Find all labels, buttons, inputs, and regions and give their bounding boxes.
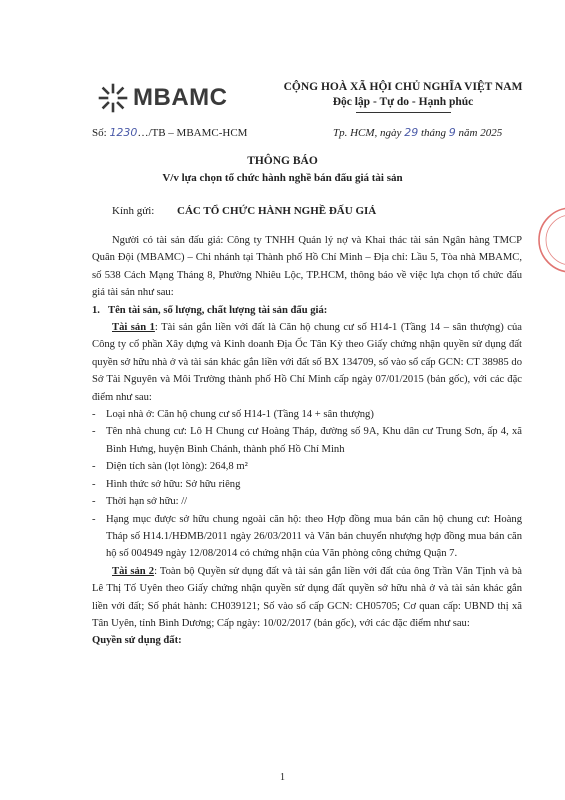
date-mid: tháng bbox=[418, 127, 449, 139]
mbamc-star-icon bbox=[98, 83, 128, 113]
org-logo bbox=[98, 83, 227, 113]
date-suffix: năm 2025 bbox=[455, 127, 503, 139]
asset1-paragraph bbox=[92, 319, 522, 406]
date-prefix: Tp. HCM, ngày bbox=[333, 127, 405, 139]
asset1-details bbox=[92, 406, 522, 563]
doc-number-handwritten: 1230 bbox=[109, 126, 138, 139]
national-header bbox=[258, 80, 548, 113]
list-item: - Diện tích sàn (lọt lòng): 264,8 m² bbox=[92, 458, 522, 475]
doc-number-suffix: …/TB – MBAMC-HCM bbox=[137, 127, 248, 139]
national-title: CỘNG HOÀ XÃ HỘI CHỦ NGHĨA VIỆT NAM bbox=[283, 81, 523, 93]
land-heading: Quyền sử dụng đất: bbox=[92, 635, 182, 647]
section-heading bbox=[92, 302, 522, 319]
doc-number-prefix: Số: bbox=[92, 127, 110, 139]
asset2-label: Tài sản 2 bbox=[112, 565, 155, 577]
asset2-paragraph bbox=[92, 563, 522, 633]
list-item: - Hạng mục được sở hữu chung ngoài căn hộ: theo Hợp đồng mua bán căn hộ chung cư: Hoàng Tháp số H14.1/HĐMB/2011 ngày 26/03/2011 và Văn bản chuyển nhượng hợp đồng mua bán căn hộ số 004949 ngày 12/08/2014 có chứng nhận của Văn phòng công chứng Quận 7. bbox=[92, 511, 522, 563]
list-item: - Tên nhà chung cư: Lô H Chung cư Hoàng Tháp, đường số 9A, Khu dân cư Trung Sơn, ấp 4, xã Bình Hưng, huyện Bình Chánh, thành phố Hồ Chí Minh bbox=[92, 423, 522, 458]
recipient-value: CÁC TỔ CHỨC HÀNH NGHỀ ĐẤU GIÁ bbox=[177, 205, 377, 217]
motto-underline bbox=[356, 112, 451, 113]
list-item: - Thời hạn sở hữu: // bbox=[92, 493, 522, 510]
section-number: 1. bbox=[92, 304, 100, 316]
document-body bbox=[92, 232, 522, 650]
document-date bbox=[333, 126, 502, 139]
national-motto: Độc lập - Tự do - Hạnh phúc bbox=[332, 96, 474, 108]
date-month: 9 bbox=[448, 126, 456, 139]
document-title: THÔNG BÁO bbox=[247, 155, 318, 167]
date-day: 29 bbox=[404, 126, 419, 139]
list-item: - Loại nhà ở: Căn hộ chung cư số H14-1 (Tầng 14 + sân thượng) bbox=[92, 406, 522, 423]
recipient-line bbox=[112, 205, 377, 217]
recipient-label: Kính gửi: bbox=[112, 205, 155, 217]
page-number: 1 bbox=[280, 772, 285, 783]
logo-text: MBAMC bbox=[133, 84, 228, 111]
asset2-text: : Toàn bộ Quyền sử dụng đất và tài sản gắn liền với đất của ông Trần Văn Tịnh và bà Lê Thị Tố Uyên theo Giấy chứng nhận quyền sử dụng đất quyền sở hữu nhà ở và tài sản khác gắn liền với đất; Số phát hành: CH039121; Số vào sổ cấp GCN: CH05705; Cơ quan cấp: UBND thị xã Tân Uyên, tỉnh Bình Dương; Cấp ngày: 10/02/2017 (bản gốc), với các đặc điểm như sau: bbox=[92, 565, 522, 629]
asset1-text: : Tài sản gắn liền với đất là Căn hộ chung cư số H14-1 (Tầng 14 – sân thượng) của Công ty cổ phần Xây dựng và Kinh doanh Địa Ốc Tân Kỳ theo Giấy chứng nhận quyền sử dụng đất quyền sở hữu nhà ở và tài sản khác gắn liền với đất số BX 134709, số vào sổ cấp GCN: CT 38985 do Sở Tài Nguyên và Môi Trường thành phố Hồ Chí Minh cấp ngày 07/01/2015 (bản gốc), với các đặc điểm như sau: bbox=[92, 322, 522, 403]
intro-paragraph: Người có tài sản đấu giá: Công ty TNHH Quản lý nợ và Khai thác tài sản Ngân hàng TMCP Quân Đội (MBAMC) – Chi nhánh tại Thành phố Hồ Chí Minh – Địa chỉ: Lầu 5, Tòa nhà MBAMC, số 538 Cách Mạng Tháng 8, Phường Nhiêu Lộc, TP.HCM, thông báo về việc lựa chọn tổ chức đấu giá tài sản như sau: bbox=[92, 235, 522, 299]
red-stamp-seal bbox=[536, 205, 565, 275]
document-subtitle: V/v lựa chọn tổ chức hành nghề bán đấu giá tài sản bbox=[162, 172, 403, 184]
document-number bbox=[92, 126, 247, 139]
list-item: - Hình thức sở hữu: Sở hữu riêng bbox=[92, 476, 522, 493]
asset1-label: Tài sản 1 bbox=[112, 322, 155, 334]
section-title: Tên tài sản, số lượng, chất lượng tài sản đấu giá: bbox=[108, 304, 328, 316]
